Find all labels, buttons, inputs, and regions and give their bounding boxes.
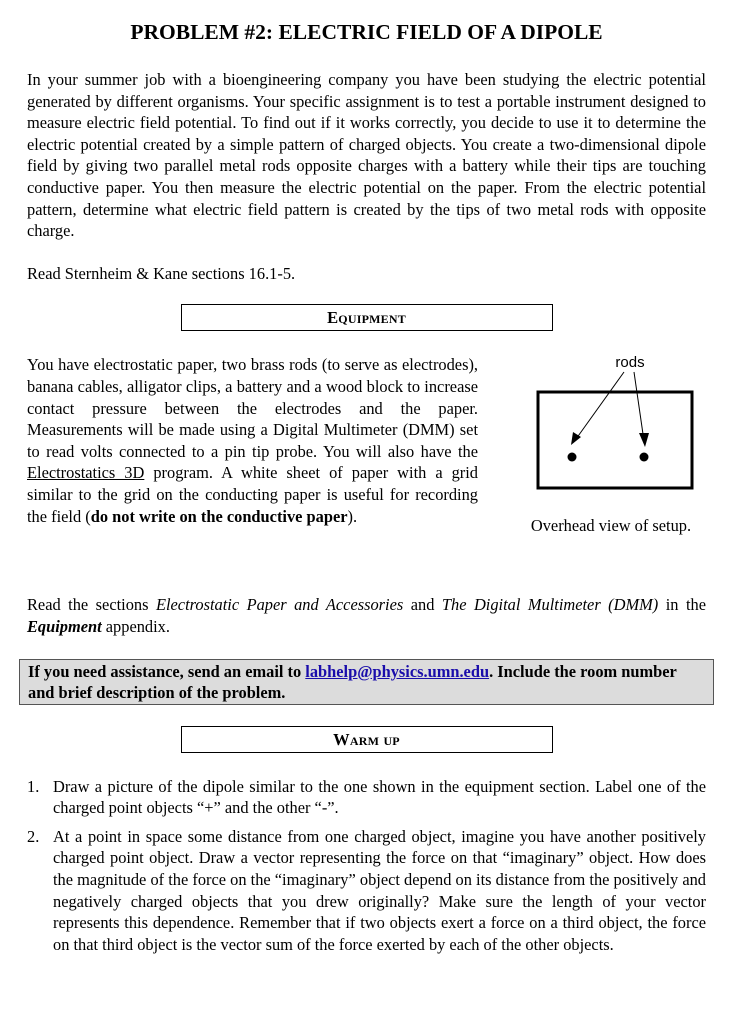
reading-assignment: Read Sternheim & Kane sections 16.1-5. bbox=[27, 263, 296, 283]
left-electrode-dot bbox=[568, 453, 577, 462]
list-item bbox=[27, 776, 706, 819]
document-page bbox=[27, 0, 706, 962]
equipment-text-1: You have electrostatic paper, two brass rods (to serve as electrodes), banana cables, alligator clips, a battery and a wood block to increase contact pressure between the electrodes and the paper. Measurements will be made using a Digital Multimeter (DMM) set to read volts connected to a pin tip probe. You will also have the bbox=[27, 355, 478, 461]
overhead-setup-diagram bbox=[513, 351, 713, 511]
section-title-paper: Electrostatic Paper and Accessories bbox=[155, 595, 404, 615]
labhelp-email-link[interactable]: labhelp@physics.umn.edu bbox=[305, 661, 490, 681]
right-electrode-dot bbox=[640, 453, 649, 462]
conductive-paper-outline bbox=[538, 392, 692, 488]
equipment-text-2: program. A white sheet of paper with a grid similar to the grid on the conducting paper is useful for recording the field ( bbox=[27, 463, 479, 526]
left-rod-line bbox=[576, 372, 624, 439]
list-item-number: 1. bbox=[27, 776, 40, 796]
assistance-box bbox=[19, 659, 714, 705]
read-sections-prefix: Read the sections bbox=[27, 595, 156, 615]
assistance-suffix: . Include the room number and brief description of the problem. bbox=[28, 661, 677, 703]
right-rod-line bbox=[634, 372, 644, 441]
figure-caption: Overhead view of setup. bbox=[530, 516, 692, 536]
warmup-heading: Warm up bbox=[181, 726, 553, 753]
section-title-dmm: The Digital Multimeter (DMM) bbox=[441, 595, 659, 615]
setup-figure bbox=[513, 351, 713, 551]
equipment-text-3: ). bbox=[347, 506, 358, 526]
right-rod-arrowhead bbox=[639, 433, 649, 447]
warmup-list bbox=[27, 776, 706, 956]
rods-label: rods bbox=[615, 354, 645, 372]
read-sections-suffix: appendix. bbox=[101, 616, 170, 636]
list-item-text: Draw a picture of the dipole similar to the one shown in the equipment section. Label one of the charged point objects “+” and the other “-”. bbox=[53, 776, 706, 818]
conductive-paper-warning: do not write on the conductive paper bbox=[90, 506, 348, 526]
list-item-text: At a point in space some distance from one charged object, imagine you have another positively charged point object. Draw a vector representing the force on that “imaginary” object. How does the magnitude of the force on the “imaginary” object depend on its distance from the positively and negatively charged objects that you drew originally? Make sure the length of your vector represents this dependence. Remember that if two objects exert a force on a third object, the force on that third object is the vector sum of the force exerted by each of the other objects. bbox=[53, 826, 706, 954]
read-sections-paragraph bbox=[27, 594, 706, 637]
equipment-paragraph bbox=[27, 354, 478, 527]
assistance-prefix: If you need assistance, send an email to bbox=[28, 661, 306, 681]
page-title: PROBLEM #2: ELECTRIC FIELD OF A DIPOLE bbox=[130, 20, 603, 44]
read-sections-mid: in the bbox=[658, 595, 706, 615]
equipment-section bbox=[27, 354, 706, 572]
list-item bbox=[27, 826, 706, 956]
appendix-name: Equipment bbox=[27, 616, 102, 636]
intro-paragraph: In your summer job with a bioengineering company you have been studying the electric potential generated by different organisms. Your specific assignment is to test a portable instrument designed to measure electric field potential. To find out if it works correctly, you decide to use it to determine the electric potential created by a simple pattern of charged objects. You create a two-dimensional dipole field by giving two parallel metal rods opposite charges with a battery while their tips are touching conductive paper. You then measure the electric potential on the paper. From the electric potential pattern, determine what electric field pattern is created by the tips of two metal rods with opposite charge. bbox=[27, 70, 706, 241]
equipment-heading: Equipment bbox=[181, 304, 553, 331]
list-item-number: 2. bbox=[27, 826, 40, 846]
read-sections-and: and bbox=[403, 595, 442, 615]
electrostatics-program-name: Electrostatics 3D bbox=[27, 463, 145, 483]
